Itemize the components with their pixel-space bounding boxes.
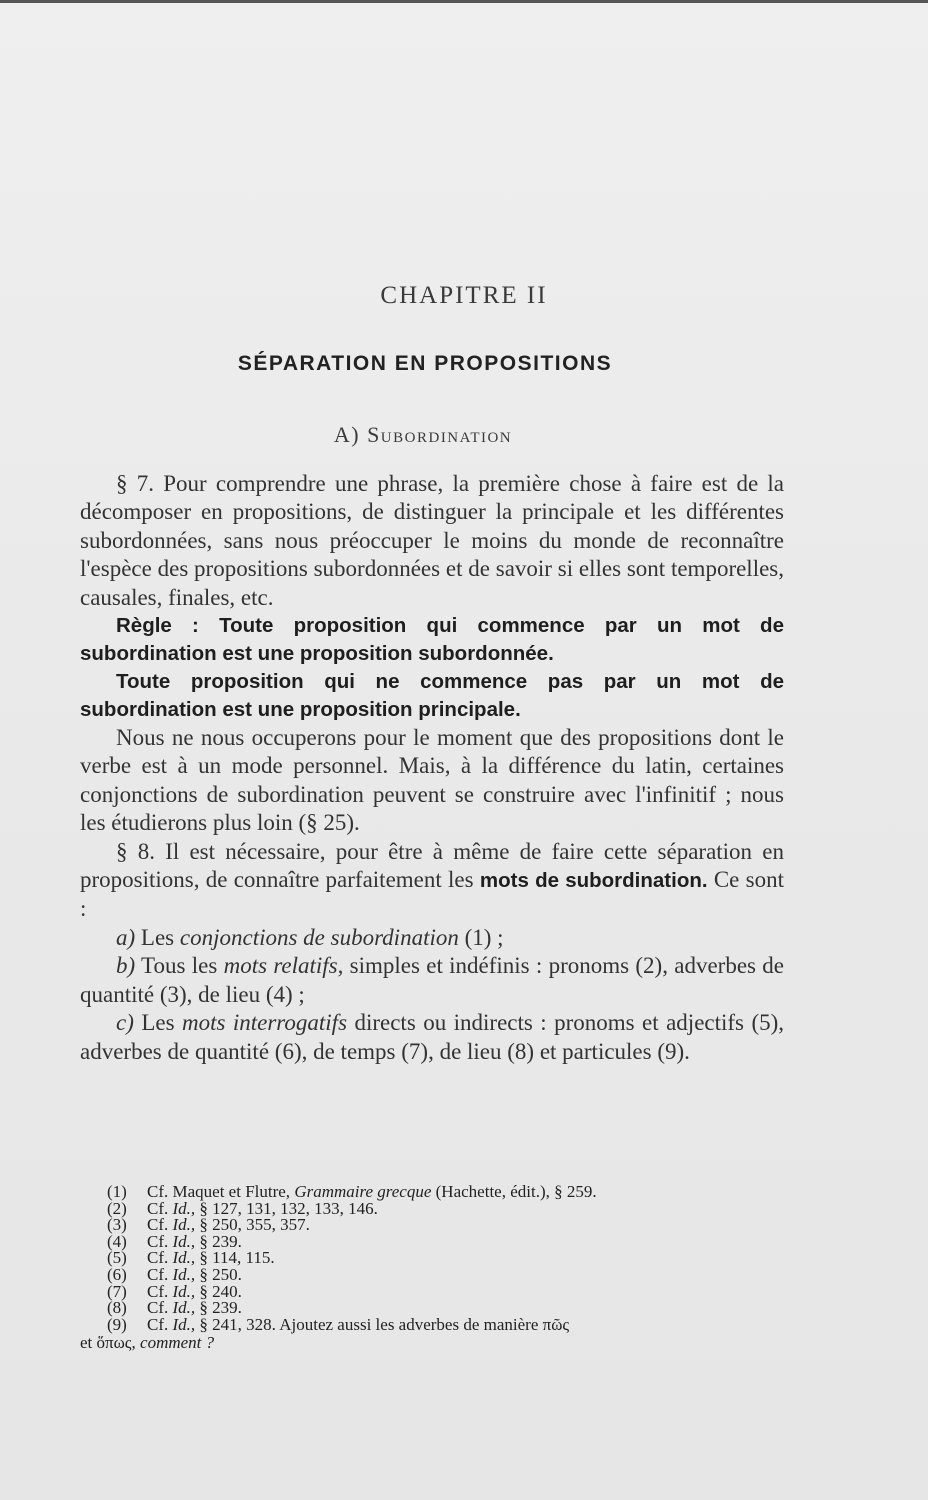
- paragraph-8-end: Ce sont :: [80, 867, 784, 922]
- footnote-cf: Cf.: [147, 1314, 169, 1334]
- chapter-heading: CHAPITRE II: [380, 282, 548, 309]
- scan-edge: [0, 0, 928, 3]
- list-text: simples et indéfinis : pronoms (2), adverbes de quantité (3), de lieu (4) ;: [80, 953, 784, 1007]
- footnote-ref: § 250.: [195, 1264, 242, 1284]
- list-item-a: [80, 924, 784, 952]
- footnote-title: Id.,: [172, 1264, 196, 1284]
- footnote-cf: Cf.: [147, 1264, 169, 1284]
- list-text: Les: [133, 1010, 182, 1036]
- footnote-cf: Cf.: [147, 1298, 169, 1318]
- footnote-title: Id.,: [172, 1298, 196, 1318]
- list-item-c: [80, 1009, 784, 1066]
- footnote-ref: § 250, 355, 357.: [195, 1215, 310, 1235]
- rule-subordinate: Règle : Toute proposition qui commence par un mot de subordination est une proposition subordonnée.: [80, 614, 784, 666]
- footnote-number: (2): [107, 1198, 127, 1218]
- paragraph-8-intro: § 8. Il est nécessaire, pour être à même de faire cette séparation en propositions, de connaître parfaitement les: [80, 838, 784, 893]
- paragraph-8: [80, 838, 784, 924]
- footnote-number: (6): [107, 1264, 127, 1284]
- footnote-number: (9): [107, 1314, 127, 1334]
- paragraph-8-bold: mots de subordination.: [479, 869, 708, 893]
- list-item-b: [80, 952, 784, 1009]
- footnote-cf: Cf.: [147, 1281, 169, 1301]
- rule-principal: Toute proposition qui ne commence pas par un mot de subordination est une proposition principale.: [80, 670, 784, 722]
- footnote-ref: § 239.: [195, 1298, 242, 1318]
- main-text: [80, 470, 784, 1066]
- footnote-title: Grammaire grecque: [294, 1182, 432, 1201]
- section-subtitle: A) Subordination: [333, 422, 513, 447]
- footnote-title: Id.,: [172, 1215, 196, 1235]
- list-text: Les: [135, 924, 180, 950]
- list-text: directs ou indirects : pronoms et adjectifs (5), adverbes de quantité (6), de temps (7), de lieu (8) et particules (9).: [80, 1010, 785, 1064]
- footnote-ref: § 239.: [195, 1231, 242, 1251]
- list-label-c: c): [116, 1010, 134, 1036]
- footnote-ref: § 241, 328. Ajoutez aussi les adverbes de manière πῶς: [195, 1314, 570, 1334]
- footnote-title: Id.,: [172, 1281, 196, 1301]
- footnote-cont-em: comment ?: [140, 1333, 215, 1353]
- footnote-cf: Cf.: [147, 1231, 169, 1251]
- footnote-ref: § 114, 115.: [195, 1248, 275, 1268]
- list-em-a: conjonctions de subordination: [179, 924, 459, 950]
- footnote-title: Id.,: [172, 1314, 196, 1334]
- footnote-cf: Cf.: [147, 1215, 169, 1235]
- footnote-title: Id.,: [172, 1248, 196, 1268]
- footnote-number: (8): [107, 1298, 127, 1318]
- footnote-cont-text: et ὅπως,: [80, 1333, 141, 1353]
- list-label-b: b): [116, 953, 136, 979]
- footnote-ref: § 127, 131, 132, 133, 146.: [195, 1198, 378, 1218]
- footnote-ref: § 240.: [195, 1281, 242, 1301]
- footnote: [107, 1314, 817, 1334]
- footnote-cf: Cf.: [147, 1182, 169, 1201]
- footnote-number: (4): [107, 1231, 127, 1251]
- list-em-b: mots relatifs,: [223, 953, 344, 979]
- footnote-title: Id.,: [172, 1198, 196, 1218]
- footnote-ref: (Hachette, édit.), § 259.: [431, 1182, 597, 1201]
- footnote-number: (5): [107, 1248, 127, 1268]
- footnote-cf: Cf.: [147, 1198, 169, 1218]
- footnote-text: Maquet et Flutre,: [172, 1182, 295, 1201]
- footnote-title: Id.,: [172, 1231, 196, 1251]
- paragraph-7: § 7. Pour comprendre une phrase, la première chose à faire est de la décomposer en propositions, de distinguer la principale et les différentes subordonnées, sans nous préoccuper le moins du monde de reconnaître l'espèce des propositions subordonnées et de savoir si elles sont temporelles, causales, finales, etc.: [80, 471, 784, 610]
- footnote-number: (1): [107, 1182, 127, 1201]
- list-text: Tous les: [135, 953, 224, 979]
- list-text: (1) ;: [458, 924, 504, 950]
- footnote-cf: Cf.: [147, 1248, 169, 1268]
- chapter-title: SÉPARATION EN PROPOSITIONS: [237, 352, 613, 375]
- footnotes: [80, 1182, 817, 1353]
- list-em-c: mots interrogatifs: [181, 1010, 348, 1036]
- footnote-continuation: [80, 1335, 817, 1352]
- footnote-number: (7): [107, 1281, 127, 1301]
- paragraph-7-note: Nous ne nous occuperons pour le moment que des propositions dont le verbe est à un mode personnel. Mais, à la différence du latin, certaines conjonctions de subordination peuvent se construire avec l'infinitif ; nous les étudierons plus loin (§ 25).: [80, 725, 784, 836]
- list-label-a: a): [116, 924, 136, 950]
- footnote-number: (3): [107, 1215, 127, 1235]
